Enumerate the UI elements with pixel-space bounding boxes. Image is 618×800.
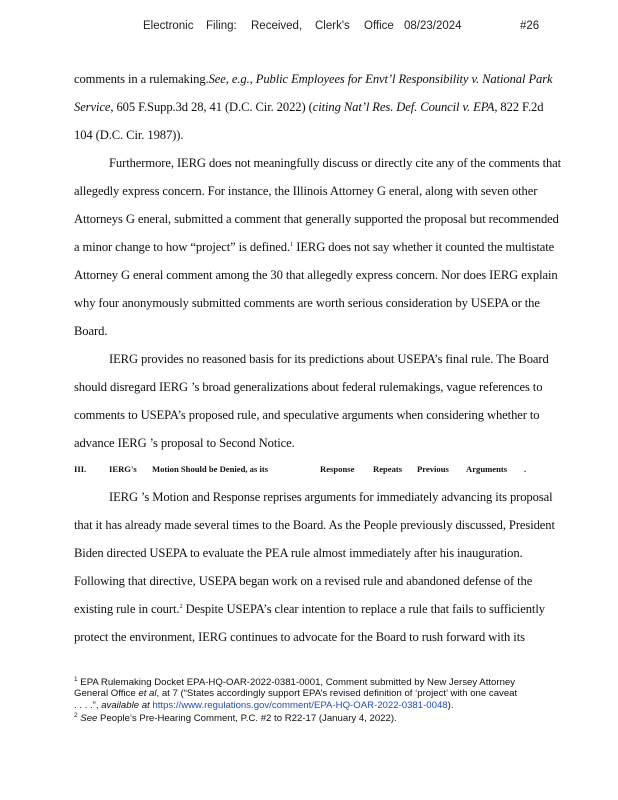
body-line: advance IERG ’s proposal to Second Notice. [74,436,295,450]
header-office: Office [364,20,394,32]
body-line: Following that directive, USEPA began work on a revised rule and abandoned defense of the [74,574,533,588]
body-line: should disregard IERG ’s broad generalizations about federal rulemakings, vague references to [74,380,543,394]
regulations-gov-link[interactable]: https://www.regulations.gov/comment/EPA-HQ-OAR-2022-0381-0048 [149,700,448,711]
header-received: Received, [251,20,303,32]
section-heading: III. IERG's Motion Should be Denied, as its Response Repeats Previous Arguments . [74,464,527,474]
body-line: allegedly express concern. For instance, the Illinois Attorney G eneral, along with seven other [74,184,538,198]
body-line: comments to USEPA’s proposed rule, and speculative arguments when considering whether to [74,408,540,422]
heading-numeral: III. [74,464,87,474]
header-date: 08/23/2024 [404,20,462,32]
footnote-1-line: . . . .”, available at https://www.regulations.gov/comment/EPA-HQ-OAR-2022-0381-0048). [74,700,454,711]
footnote-1-line: $^1$ EPA Rulemaking Docket EPA-HQ-OAR-2022-0381-0001, Comment submitted by New Jersey Attorney [74,676,516,689]
footnote-2-line: $^2$ See People’s Pre-Hearing Comment, P.C. #2 to R22-17 (January 4, 2022). [74,712,397,725]
filing-stamp-header [0,20,618,38]
body-line: IERG ’s Motion and Response reprises arguments for immediately advancing its proposal [109,490,553,504]
body-line: existing rule in court.$^2$ Despite USEPA’s clear intention to replace a rule that fails to sufficiently [74,602,545,616]
body-line: Service, 605 F.Supp.3d 28, 41 (D.C. Cir. 2022) (citing Nat’l Res. Def. Council v. EPA, 822 F.2d [74,100,544,114]
footnote-ref-2[interactable]: 2 [179,602,183,610]
header-clerks: Clerk's [315,20,350,32]
body-line: Biden directed USEPA to evaluate the PEA rule almost immediately after his inauguration. [74,546,523,560]
header-electronic: Electronic [143,20,194,32]
body-line: Attorney G eneral comment among the 30 that allegedly express concern. Nor does IERG explain [74,268,558,282]
body-line: IERG provides no reasoned basis for its predictions about USEPA’s final rule. The Board [109,352,549,366]
header-filing: Filing: [206,20,237,32]
body-line: protect the environment, IERG continues to advocate for the Board to rush forward with its [74,630,525,644]
body-line: 104 (D.C. Cir. 1987)). [74,128,184,142]
header-document-number: #26 [520,20,540,32]
body-line: Board. [74,324,108,338]
body-line: a minor change to how “project” is defined.$^1$ IERG does not say whether it counted the multistate [74,240,555,254]
body-line: Furthermore, IERG does not meaningfully discuss or directly cite any of the comments that [109,156,562,170]
body-line: comments in a rulemaking.See, e.g., Public Employees for Envt’l Responsibility v. National Park [74,72,553,86]
footnote-ref-1[interactable]: 1 [290,240,294,248]
body-line: Attorneys G eneral, submitted a comment that generally supported the proposal but recommended [74,212,559,226]
footnote-1-line: General Office et al, at 7 (“States accordingly support EPA’s revised definition of ‘project’ with one caveat [74,688,518,699]
body-line: that it has already made several times to the Board. As the People previously discussed, President [74,518,555,532]
body-line: why four anonymously submitted comments are worth serious consideration by USEPA or the [74,296,540,310]
